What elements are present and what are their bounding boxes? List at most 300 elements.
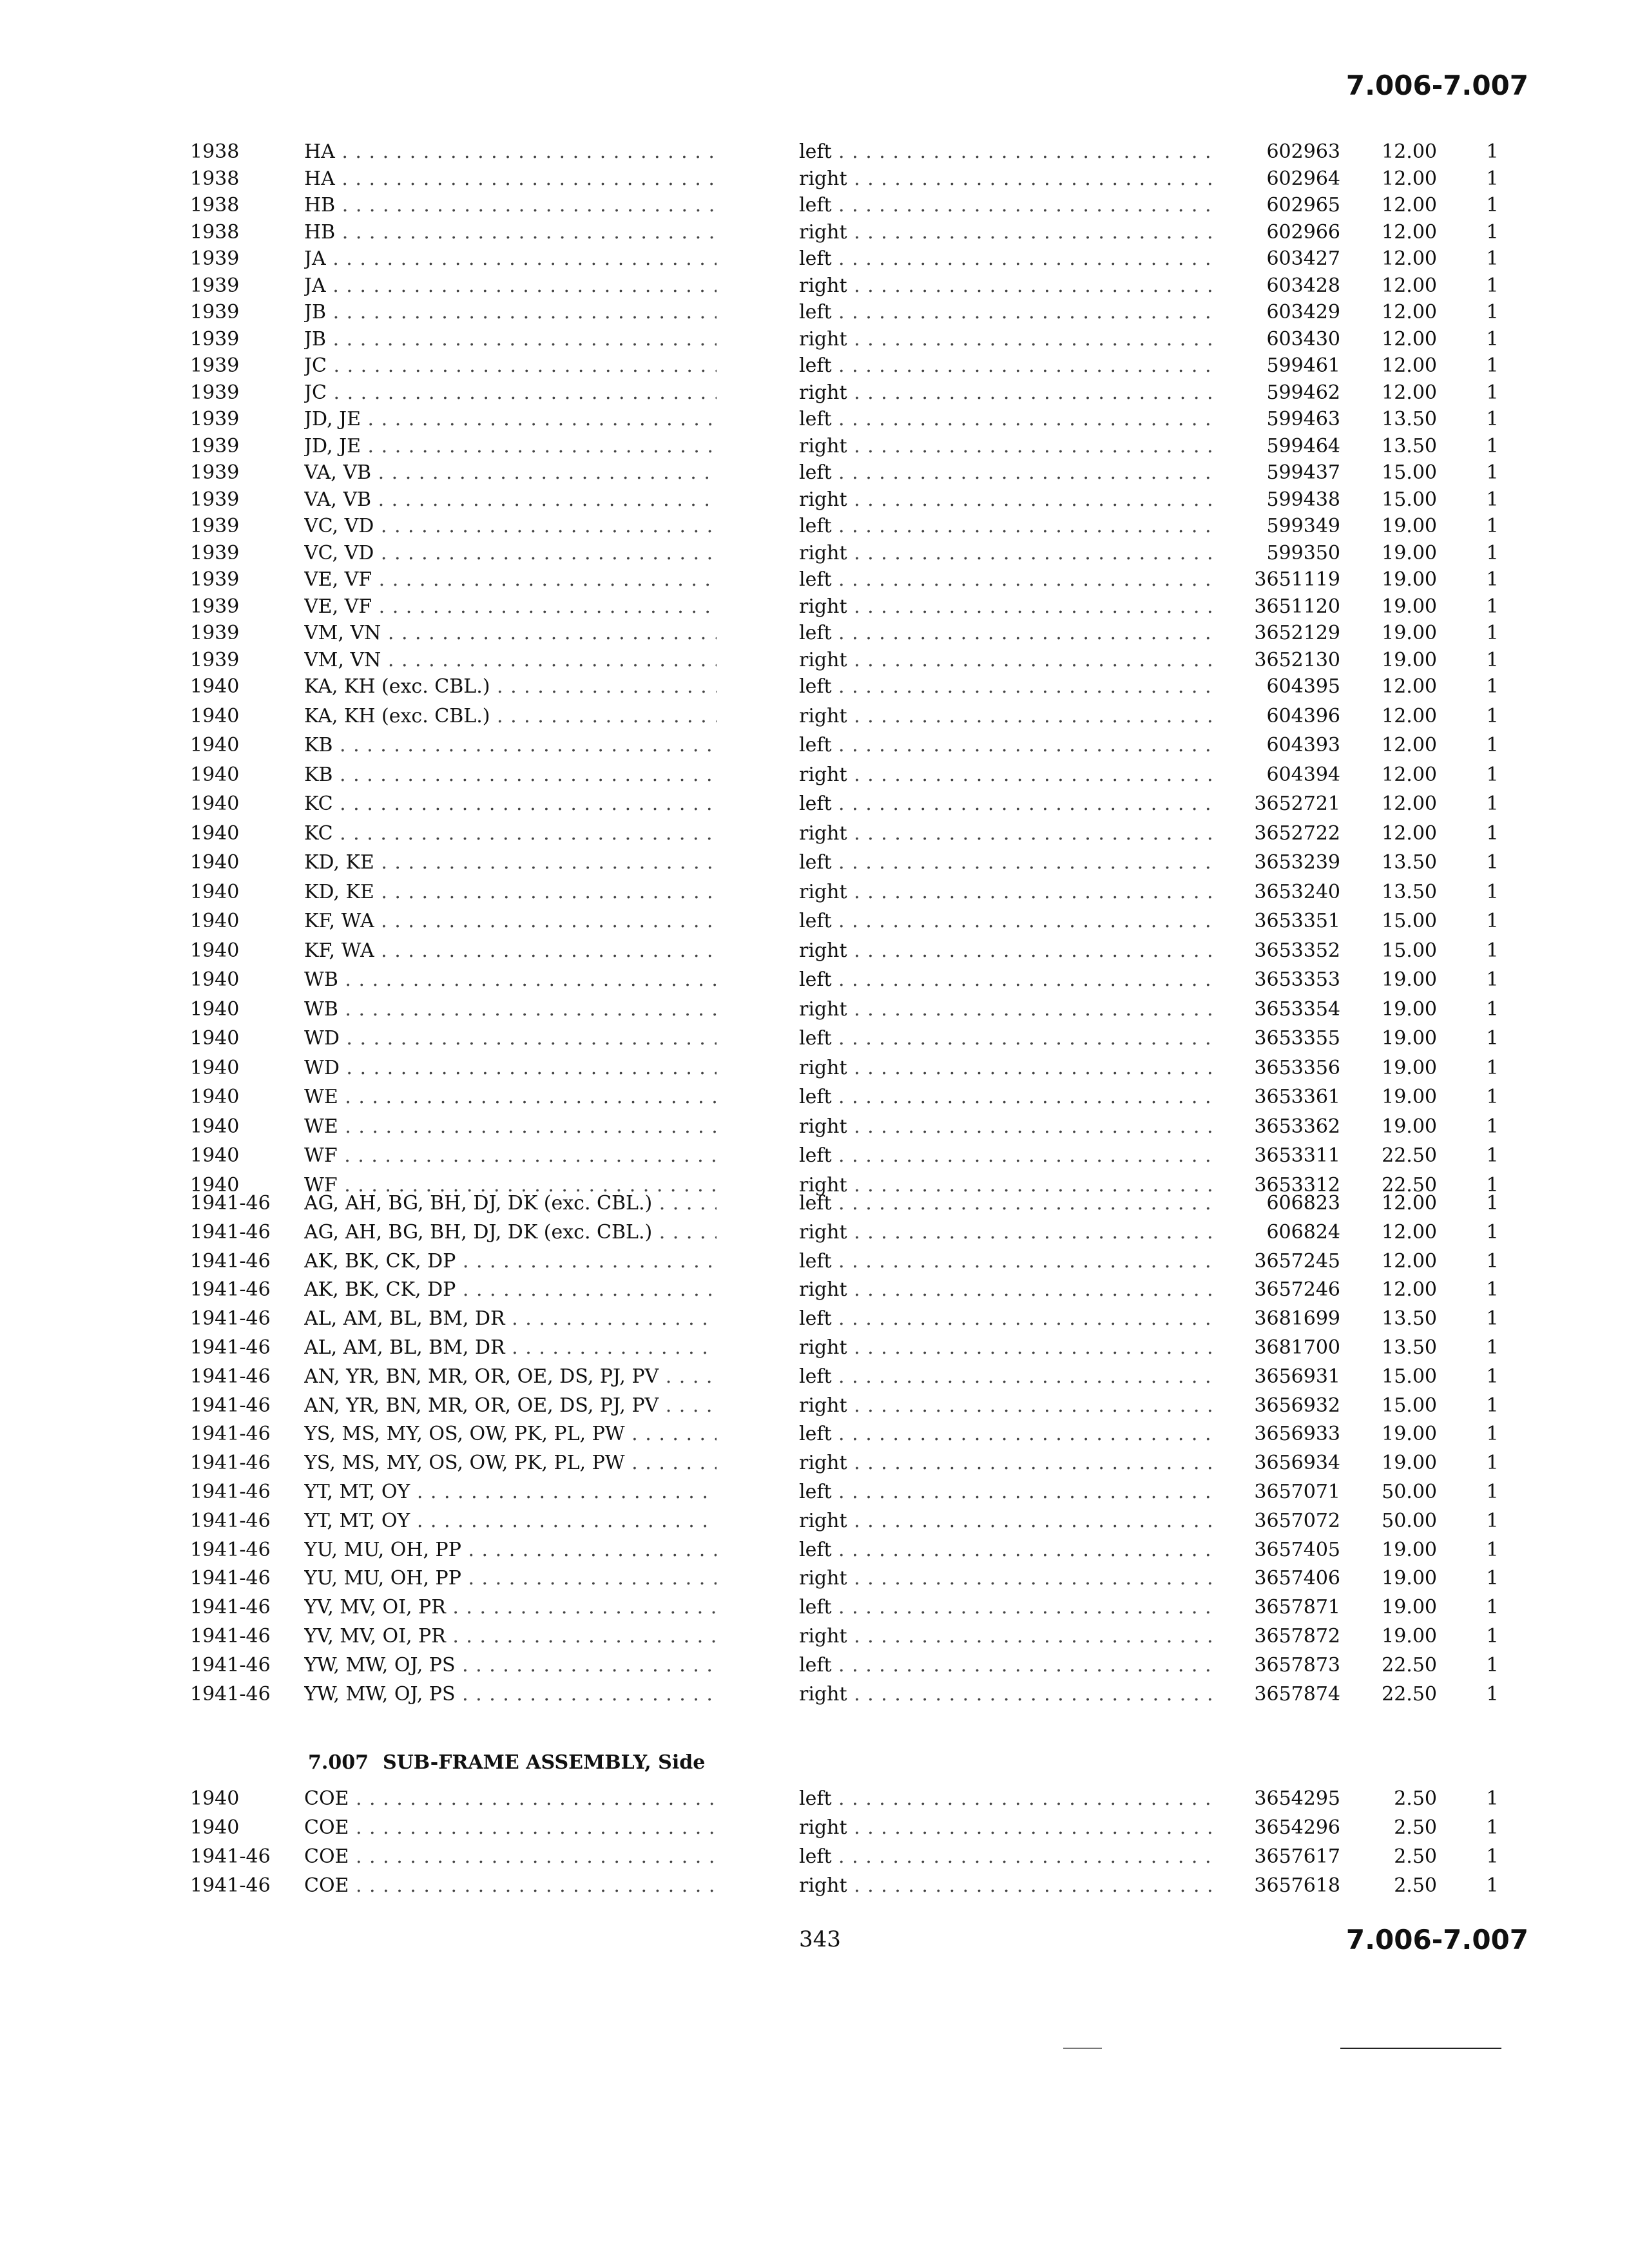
table-row	[0, 850, 1629, 876]
year-cell: 1938	[190, 167, 240, 190]
part-number-cell: 604395	[1266, 675, 1340, 698]
section-title-text: SUB-FRAME ASSEMBLY, Side	[382, 1751, 706, 1774]
model-cell: YW, MW, OJ, PS . . .	[304, 1682, 717, 1707]
side-cell: left . . .	[799, 1306, 1211, 1332]
table-row	[0, 1306, 1629, 1332]
quantity-cell: 1	[1486, 734, 1499, 756]
side-cell: left . . .	[799, 1084, 1211, 1110]
year-cell: 1941-46	[190, 1192, 271, 1215]
price-cell: 19.00	[1382, 1538, 1437, 1561]
part-number-cell: 604396	[1266, 704, 1340, 727]
part-number-cell: 3651120	[1254, 595, 1340, 618]
side-cell: left . . .	[799, 460, 1211, 486]
side-cell: left . . .	[799, 567, 1211, 593]
model-cell: JD, JE . . .	[304, 434, 717, 459]
table-row	[0, 1815, 1629, 1841]
price-cell: 19.00	[1382, 515, 1437, 537]
part-number-cell: 3651119	[1254, 568, 1340, 591]
quantity-cell: 1	[1486, 1056, 1499, 1079]
model-cell: WF . . .	[304, 1143, 717, 1169]
scan-artifact-line	[1063, 2048, 1102, 2049]
side-cell: left . . .	[799, 674, 1211, 700]
model-cell: HB . . .	[304, 193, 717, 218]
table-row	[0, 762, 1629, 788]
part-number-cell: 602965	[1266, 194, 1340, 216]
part-number-cell: 599463	[1266, 408, 1340, 430]
part-number-cell: 3653353	[1254, 968, 1340, 991]
table-row	[0, 1786, 1629, 1812]
model-cell: COE . . .	[304, 1815, 717, 1841]
model-cell: YW, MW, OJ, PS . . .	[304, 1653, 717, 1678]
side-cell: left . . .	[799, 1421, 1211, 1447]
quantity-cell: 1	[1486, 1423, 1499, 1446]
table-row	[0, 1537, 1629, 1563]
year-cell: 1940	[190, 675, 240, 698]
model-cell: YV, MV, OI, PR . . .	[304, 1595, 717, 1620]
quantity-cell: 1	[1486, 301, 1499, 323]
part-number-cell: 603430	[1266, 327, 1340, 351]
price-cell: 22.50	[1382, 1144, 1437, 1167]
model-cell: KD, KE . . .	[304, 879, 717, 905]
part-number-cell: 3653354	[1254, 997, 1340, 1021]
part-number-cell: 602963	[1266, 140, 1340, 163]
part-number-cell: 599437	[1266, 461, 1340, 484]
side-cell: left . . .	[799, 1364, 1211, 1390]
price-cell: 19.00	[1382, 1423, 1437, 1446]
year-cell: 1940	[190, 1027, 240, 1050]
model-cell: YV, MV, OI, PR . . .	[304, 1624, 717, 1649]
part-number-cell: 599462	[1266, 381, 1340, 404]
part-number-cell: 604393	[1266, 734, 1340, 756]
side-cell: right . . .	[799, 1450, 1211, 1476]
side-cell: left . . .	[799, 407, 1211, 432]
price-cell: 12.00	[1382, 140, 1437, 163]
quantity-cell: 1	[1486, 1509, 1499, 1532]
year-cell: 1940	[190, 1816, 240, 1839]
price-cell: 13.50	[1382, 1336, 1437, 1359]
table-row	[0, 791, 1629, 817]
table-row	[0, 1191, 1629, 1216]
price-cell: 22.50	[1382, 1653, 1437, 1677]
price-cell: 12.00	[1382, 675, 1437, 698]
year-cell: 1940	[190, 1115, 240, 1138]
year-cell: 1940	[190, 1144, 240, 1167]
part-number-cell: 606823	[1266, 1192, 1340, 1215]
side-cell: right . . .	[799, 380, 1211, 406]
table-row	[0, 1566, 1629, 1591]
quantity-cell: 1	[1486, 1278, 1499, 1302]
quantity-cell: 1	[1486, 1538, 1499, 1561]
table-row	[0, 821, 1629, 847]
quantity-cell: 1	[1486, 1596, 1499, 1619]
table-row	[0, 1143, 1629, 1169]
model-cell: KB . . .	[304, 762, 717, 788]
model-cell: HA . . .	[304, 166, 717, 192]
table-row	[0, 967, 1629, 993]
quantity-cell: 1	[1486, 220, 1499, 244]
part-number-cell: 602964	[1266, 167, 1340, 190]
side-cell: right . . .	[799, 541, 1211, 566]
price-cell: 22.50	[1382, 1682, 1437, 1706]
year-cell: 1939	[190, 648, 240, 671]
year-cell: 1940	[190, 1086, 240, 1108]
side-cell: right . . .	[799, 1624, 1211, 1649]
model-cell: VC, VD . . .	[304, 514, 717, 539]
price-cell: 13.50	[1382, 880, 1437, 903]
model-cell: YT, MT, OY . . .	[304, 1508, 717, 1534]
price-cell: 19.00	[1382, 1115, 1437, 1138]
table-row	[0, 1249, 1629, 1274]
part-number-cell: 3657406	[1254, 1567, 1340, 1590]
part-number-cell: 3657872	[1254, 1625, 1340, 1648]
side-cell: right . . .	[799, 1277, 1211, 1303]
quantity-cell: 1	[1486, 1874, 1499, 1897]
model-cell: WE . . .	[304, 1114, 717, 1140]
model-cell: KA, KH (exc. CBL.) . . .	[304, 674, 717, 700]
year-cell: 1939	[190, 247, 240, 270]
model-cell: WF . . .	[304, 1173, 717, 1198]
table-row	[0, 997, 1629, 1023]
year-cell: 1940	[190, 822, 240, 845]
part-number-cell: 3657617	[1254, 1845, 1340, 1868]
part-number-cell: 3653355	[1254, 1027, 1340, 1050]
model-cell: YT, MT, OY . . .	[304, 1479, 717, 1505]
table-row	[0, 1624, 1629, 1649]
part-number-cell: 599349	[1266, 515, 1340, 537]
price-cell: 15.00	[1382, 461, 1437, 484]
table-row	[0, 567, 1629, 593]
quantity-cell: 1	[1486, 167, 1499, 190]
quantity-cell: 1	[1486, 194, 1499, 216]
part-number-cell: 603427	[1266, 247, 1340, 270]
table-row	[0, 353, 1629, 379]
year-cell: 1941-46	[190, 1452, 271, 1475]
side-cell: right . . .	[799, 1566, 1211, 1591]
model-cell: KF, WA . . .	[304, 938, 717, 964]
year-cell: 1940	[190, 880, 240, 903]
price-cell: 2.50	[1394, 1874, 1437, 1897]
table-row	[0, 674, 1629, 700]
table-row	[0, 407, 1629, 432]
table-row	[0, 908, 1629, 934]
price-cell: 12.00	[1382, 167, 1437, 190]
quantity-cell: 1	[1486, 327, 1499, 351]
side-cell: left . . .	[799, 1143, 1211, 1169]
table-row	[0, 1653, 1629, 1678]
side-cell: left . . .	[799, 1653, 1211, 1678]
model-cell: JB . . .	[304, 327, 717, 352]
section-heading	[308, 1751, 705, 1774]
part-number-cell: 3657405	[1254, 1538, 1340, 1561]
table-row	[0, 380, 1629, 406]
quantity-cell: 1	[1486, 247, 1499, 270]
table-row	[0, 1479, 1629, 1505]
price-cell: 12.00	[1382, 1192, 1437, 1215]
table-row	[0, 1364, 1629, 1390]
model-cell: VA, VB . . .	[304, 460, 717, 486]
year-cell: 1941-46	[190, 1423, 271, 1446]
price-cell: 19.00	[1382, 648, 1437, 671]
quantity-cell: 1	[1486, 622, 1499, 644]
price-cell: 12.00	[1382, 247, 1437, 270]
part-number-cell: 3657871	[1254, 1596, 1340, 1619]
part-number-cell: 3657246	[1254, 1278, 1340, 1302]
table-row	[0, 1114, 1629, 1140]
side-cell: right . . .	[799, 434, 1211, 459]
price-cell: 15.00	[1382, 1365, 1437, 1388]
part-number-cell: 3652130	[1254, 648, 1340, 671]
model-cell: JC . . .	[304, 380, 717, 406]
model-cell: YS, MS, MY, OS, OW, PK, PL, PW . . .	[304, 1450, 717, 1476]
quantity-cell: 1	[1486, 1567, 1499, 1590]
part-number-cell: 602966	[1266, 220, 1340, 244]
side-cell: left . . .	[799, 193, 1211, 218]
quantity-cell: 1	[1486, 1220, 1499, 1244]
price-cell: 13.50	[1382, 1307, 1437, 1331]
side-cell: left . . .	[799, 1844, 1211, 1870]
side-cell: right . . .	[799, 648, 1211, 673]
side-cell: right . . .	[799, 1682, 1211, 1707]
model-cell: YS, MS, MY, OS, OW, PK, PL, PW . . .	[304, 1421, 717, 1447]
side-cell: right . . .	[799, 220, 1211, 245]
model-cell: KA, KH (exc. CBL.) . . .	[304, 704, 717, 729]
header-section-ref: 7.006-7.007	[1345, 70, 1528, 101]
quantity-cell: 1	[1486, 1452, 1499, 1475]
year-cell: 1941-46	[190, 1249, 271, 1273]
year-cell: 1941-46	[190, 1307, 271, 1331]
side-cell: right . . .	[799, 1335, 1211, 1361]
table-row	[0, 541, 1629, 566]
year-cell: 1938	[190, 140, 240, 163]
year-cell: 1941-46	[190, 1845, 271, 1868]
part-number-cell: 3653312	[1254, 1173, 1340, 1196]
table-row	[0, 273, 1629, 299]
side-cell: right . . .	[799, 487, 1211, 513]
table-row	[0, 487, 1629, 513]
quantity-cell: 1	[1486, 541, 1499, 564]
model-cell: VM, VN . . .	[304, 620, 717, 646]
model-cell: HA . . .	[304, 139, 717, 165]
side-cell: right . . .	[799, 938, 1211, 964]
price-cell: 2.50	[1394, 1816, 1437, 1839]
part-number-cell: 3681700	[1254, 1336, 1340, 1359]
price-cell: 19.00	[1382, 1027, 1437, 1050]
table-row	[0, 1220, 1629, 1245]
part-number-cell: 3657874	[1254, 1682, 1340, 1706]
year-cell: 1941-46	[190, 1653, 271, 1677]
year-cell: 1941-46	[190, 1220, 271, 1244]
side-cell: right . . .	[799, 1508, 1211, 1534]
quantity-cell: 1	[1486, 595, 1499, 618]
table-row	[0, 246, 1629, 272]
model-cell: AN, YR, BN, MR, OR, OE, DS, PJ, PV . . .	[304, 1364, 717, 1390]
price-cell: 15.00	[1382, 488, 1437, 511]
model-cell: JD, JE . . .	[304, 407, 717, 432]
part-number-cell: 606824	[1266, 1220, 1340, 1244]
quantity-cell: 1	[1486, 1192, 1499, 1215]
side-cell: left . . .	[799, 300, 1211, 325]
model-cell: YU, MU, OH, PP . . .	[304, 1566, 717, 1591]
model-cell: JA . . .	[304, 273, 717, 299]
quantity-cell: 1	[1486, 997, 1499, 1021]
model-cell: JA . . .	[304, 246, 717, 272]
side-cell: right . . .	[799, 166, 1211, 192]
year-cell: 1939	[190, 434, 240, 457]
quantity-cell: 1	[1486, 1115, 1499, 1138]
part-number-cell: 3656933	[1254, 1423, 1340, 1446]
year-cell: 1940	[190, 851, 240, 874]
model-cell: AK, BK, CK, DP . . .	[304, 1249, 717, 1274]
quantity-cell: 1	[1486, 140, 1499, 163]
model-cell: AG, AH, BG, BH, DJ, DK (exc. CBL.) . . .	[304, 1191, 717, 1216]
model-cell: WB . . .	[304, 997, 717, 1023]
quantity-cell: 1	[1486, 1086, 1499, 1108]
price-cell: 19.00	[1382, 568, 1437, 591]
price-cell: 12.00	[1382, 274, 1437, 297]
side-cell: left . . .	[799, 620, 1211, 646]
page-number: 343	[799, 1927, 841, 1952]
part-number-cell: 3652722	[1254, 822, 1340, 845]
price-cell: 12.00	[1382, 1249, 1437, 1273]
side-cell: right . . .	[799, 1873, 1211, 1899]
quantity-cell: 1	[1486, 704, 1499, 727]
part-number-cell: 599438	[1266, 488, 1340, 511]
price-cell: 15.00	[1382, 939, 1437, 962]
model-cell: AL, AM, BL, BM, DR . . .	[304, 1306, 717, 1332]
side-cell: left . . .	[799, 733, 1211, 758]
year-cell: 1941-46	[190, 1336, 271, 1359]
quantity-cell: 1	[1486, 354, 1499, 377]
side-cell: left . . .	[799, 1537, 1211, 1563]
quantity-cell: 1	[1486, 1027, 1499, 1050]
side-cell: right . . .	[799, 821, 1211, 847]
table-row	[0, 1335, 1629, 1361]
quantity-cell: 1	[1486, 1307, 1499, 1331]
model-cell: AK, BK, CK, DP . . .	[304, 1277, 717, 1303]
quantity-cell: 1	[1486, 1249, 1499, 1273]
table-row	[0, 1277, 1629, 1303]
table-row	[0, 1421, 1629, 1447]
side-cell: right . . .	[799, 879, 1211, 905]
model-cell: WB . . .	[304, 967, 717, 993]
quantity-cell: 1	[1486, 675, 1499, 698]
model-cell: KD, KE . . .	[304, 850, 717, 876]
table-row	[0, 300, 1629, 325]
part-number-cell: 3653351	[1254, 910, 1340, 932]
price-cell: 19.00	[1382, 1596, 1437, 1619]
model-cell: VA, VB . . .	[304, 487, 717, 513]
table-row	[0, 166, 1629, 192]
part-number-cell: 603428	[1266, 274, 1340, 297]
model-cell: HB . . .	[304, 220, 717, 245]
part-number-cell: 3657245	[1254, 1249, 1340, 1273]
table-row	[0, 648, 1629, 673]
part-number-cell: 3652129	[1254, 622, 1340, 644]
price-cell: 12.00	[1382, 1220, 1437, 1244]
year-cell: 1939	[190, 568, 240, 591]
year-cell: 1939	[190, 408, 240, 430]
price-cell: 12.00	[1382, 763, 1437, 786]
side-cell: right . . .	[799, 327, 1211, 352]
table-row	[0, 879, 1629, 905]
year-cell: 1939	[190, 595, 240, 618]
footer-section-ref: 7.006-7.007	[1345, 1924, 1528, 1956]
table-row	[0, 1026, 1629, 1052]
model-cell: VC, VD . . .	[304, 541, 717, 566]
year-cell: 1940	[190, 997, 240, 1021]
side-cell: left . . .	[799, 850, 1211, 876]
table-row	[0, 1508, 1629, 1534]
quantity-cell: 1	[1486, 822, 1499, 845]
price-cell: 12.00	[1382, 301, 1437, 323]
section-number: 7.007	[308, 1751, 369, 1774]
part-number-cell: 599464	[1266, 434, 1340, 457]
price-cell: 19.00	[1382, 1452, 1437, 1475]
year-cell: 1940	[190, 1787, 240, 1810]
price-cell: 19.00	[1382, 1625, 1437, 1648]
part-number-cell: 3653361	[1254, 1086, 1340, 1108]
price-cell: 19.00	[1382, 595, 1437, 618]
part-number-cell: 604394	[1266, 763, 1340, 786]
table-row	[0, 193, 1629, 218]
table-row	[0, 1873, 1629, 1899]
price-cell: 12.00	[1382, 734, 1437, 756]
part-number-cell: 3681699	[1254, 1307, 1340, 1331]
side-cell: left . . .	[799, 246, 1211, 272]
side-cell: left . . .	[799, 791, 1211, 817]
quantity-cell: 1	[1486, 1481, 1499, 1503]
year-cell: 1938	[190, 220, 240, 244]
table-row	[0, 139, 1629, 165]
year-cell: 1941-46	[190, 1481, 271, 1503]
table-row	[0, 1450, 1629, 1476]
year-cell: 1941-46	[190, 1682, 271, 1706]
price-cell: 12.00	[1382, 354, 1437, 377]
price-cell: 2.50	[1394, 1845, 1437, 1868]
price-cell: 13.50	[1382, 434, 1437, 457]
year-cell: 1941-46	[190, 1278, 271, 1302]
model-cell: COE . . .	[304, 1786, 717, 1812]
side-cell: right . . .	[799, 1220, 1211, 1245]
year-cell: 1938	[190, 194, 240, 216]
year-cell: 1939	[190, 622, 240, 644]
price-cell: 12.00	[1382, 793, 1437, 815]
quantity-cell: 1	[1486, 910, 1499, 932]
table-row	[0, 434, 1629, 459]
year-cell: 1941-46	[190, 1509, 271, 1532]
quantity-cell: 1	[1486, 939, 1499, 962]
part-number-cell: 3657071	[1254, 1481, 1340, 1503]
year-cell: 1940	[190, 734, 240, 756]
quantity-cell: 1	[1486, 1625, 1499, 1648]
quantity-cell: 1	[1486, 381, 1499, 404]
model-cell: KF, WA . . .	[304, 908, 717, 934]
year-cell: 1941-46	[190, 1538, 271, 1561]
model-cell: VE, VF . . .	[304, 567, 717, 593]
model-cell: YU, MU, OH, PP . . .	[304, 1537, 717, 1563]
side-cell: left . . .	[799, 908, 1211, 934]
side-cell: left . . .	[799, 139, 1211, 165]
year-cell: 1939	[190, 354, 240, 377]
year-cell: 1940	[190, 704, 240, 727]
side-cell: left . . .	[799, 1026, 1211, 1052]
quantity-cell: 1	[1486, 488, 1499, 511]
quantity-cell: 1	[1486, 434, 1499, 457]
side-cell: right . . .	[799, 1815, 1211, 1841]
price-cell: 19.00	[1382, 1567, 1437, 1590]
year-cell: 1939	[190, 461, 240, 484]
side-cell: left . . .	[799, 353, 1211, 379]
